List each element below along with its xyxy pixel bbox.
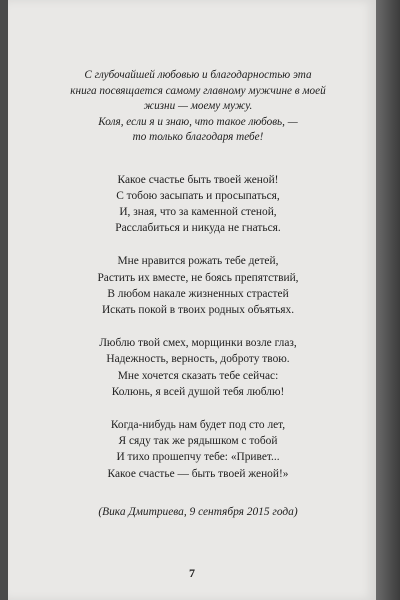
poem-line: Какое счастье — быть твоей женой!» — [107, 467, 289, 480]
poem-stanza-1 — [50, 172, 346, 237]
poem-line: Надежность, верность, доброту твою. — [106, 353, 290, 366]
poem-signature: (Вика Дмитриева, 9 сентября 2015 года) — [98, 505, 298, 518]
book-page — [8, 0, 376, 600]
poem-line: Когда-нибудь нам будет под сто лет, — [110, 418, 286, 431]
poem-stanza-2 — [50, 253, 346, 318]
dedication-line: то только благодаря тебе! — [132, 131, 264, 143]
poem-line: Люблю твой смех, морщинки возле глаз, — [99, 337, 297, 350]
dedication-line: Коля, если я и знаю, что такое любовь, — — [98, 115, 298, 128]
poem-line: С тобою засыпать и просыпаться, — [116, 189, 280, 202]
poem-line: Какое счастье быть твоей женой! — [117, 173, 279, 186]
page-number: 7 — [189, 566, 195, 580]
poem-line: Я сяду так же рядышком с тобой — [118, 435, 278, 448]
poem-line: Мне хочется сказать тебе сейчас: — [117, 369, 279, 382]
page-content — [50, 68, 346, 520]
poem-line: И, зная, что за каменной стеной, — [119, 205, 277, 218]
dedication — [50, 68, 346, 146]
poem-line: Мне нравится рожать тебе детей, — [117, 255, 279, 268]
poem-stanza-3 — [50, 335, 346, 400]
poem-stanza-4 — [50, 417, 346, 482]
poem-line: Растить их вместе, не боясь препятствий, — [97, 271, 299, 284]
dedication-line: жизни — моему мужу. — [143, 100, 253, 112]
poem-line: Колюнь, я всей душой тебя люблю! — [111, 385, 285, 398]
dedication-line: С глубочайшей любовью и благодарностью эта — [84, 69, 312, 81]
book-spine — [376, 0, 400, 600]
poem-line: Искать покой в твоих родных объятьях. — [101, 303, 295, 316]
poem-line: В любом накале жизненных страстей — [107, 287, 289, 300]
poem-line: Расслабиться и никуда не гнаться. — [115, 222, 281, 235]
poem-line: И тихо прошепчу тебе: «Привет... — [116, 451, 280, 464]
dedication-line: книга посвящается самому главному мужчине в моей — [70, 84, 326, 97]
